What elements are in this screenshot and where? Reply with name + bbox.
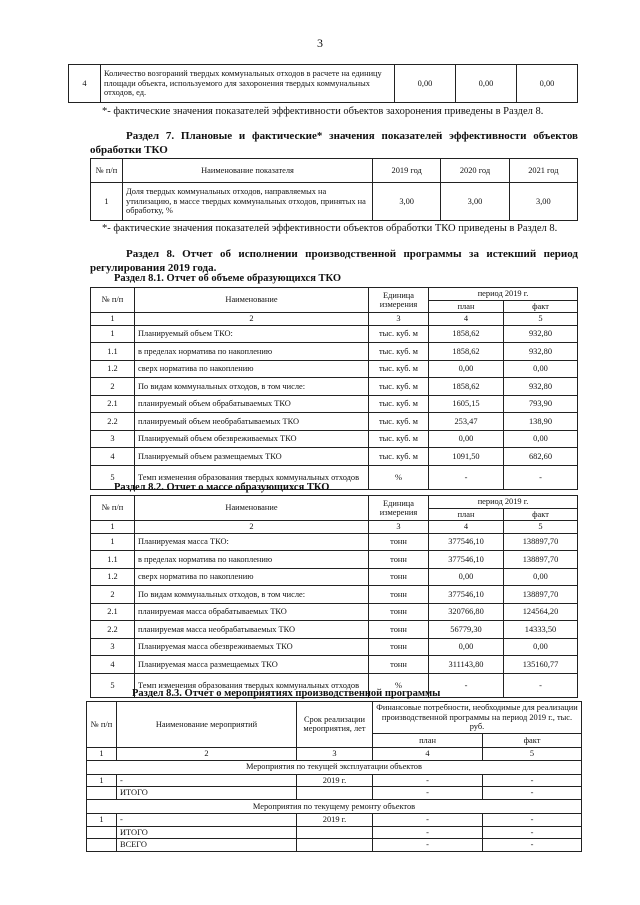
- row-plan: 253,47: [429, 413, 504, 431]
- row-fact: 932,80: [504, 343, 578, 361]
- table-row: [87, 774, 582, 787]
- section82-table: [90, 495, 578, 698]
- row-number: 2.2: [91, 621, 135, 639]
- header-fact: факт: [504, 300, 578, 313]
- col-num: 4: [373, 747, 483, 760]
- table-row: [91, 603, 578, 621]
- row-plan: 377546,10: [429, 586, 504, 604]
- row-number: 4: [91, 656, 135, 674]
- table-row: [69, 65, 578, 103]
- table-row: [91, 586, 578, 604]
- row-number: 4: [91, 448, 135, 466]
- row-fact: 682,60: [504, 448, 578, 466]
- row-name: Планируемый объем размещаемых ТКО: [135, 448, 369, 466]
- value-2021: 0,00: [517, 65, 578, 103]
- section81-block: [90, 287, 578, 490]
- row-term: 2019 г.: [297, 774, 373, 787]
- header-fact: факт: [504, 508, 578, 521]
- table-row: [91, 413, 578, 431]
- table-row: [91, 448, 578, 466]
- section83-table: [86, 701, 582, 852]
- table-row: [87, 826, 582, 839]
- row-unit: тыс. куб. м: [369, 378, 429, 396]
- row-plan: 1858,62: [429, 325, 504, 343]
- row-name: Планируемая масса ТКО:: [135, 533, 369, 551]
- itogo-plan: -: [373, 787, 483, 800]
- row-number: 1.2: [91, 568, 135, 586]
- row-name: в пределах норматива по накоплению: [135, 343, 369, 361]
- header-no: № п/п: [87, 702, 117, 748]
- table-row: [87, 813, 582, 826]
- note-processing: *- фактические значения показателей эффективности объектов обработки ТКО приведены в Раздел 8.: [102, 223, 558, 234]
- row-name: сверх норматива по накоплению: [135, 360, 369, 378]
- row-name: Планируемая масса обезвреживаемых ТКО: [135, 638, 369, 656]
- section83-block: [86, 701, 582, 852]
- col-num: 1: [91, 313, 135, 326]
- col-num: 2: [135, 313, 369, 326]
- header-no: № п/п: [91, 288, 135, 313]
- col-num: 3: [297, 747, 373, 760]
- header-unit: Единица измерения: [369, 288, 429, 313]
- table-row: [91, 656, 578, 674]
- row-name: Планируемый объем ТКО:: [135, 325, 369, 343]
- vsego-fact: -: [483, 839, 582, 852]
- table-row: [91, 343, 578, 361]
- row-number: 1: [91, 325, 135, 343]
- header-plan: план: [373, 733, 483, 747]
- header-period: период 2019 г.: [429, 496, 578, 509]
- row-number: 2.1: [91, 395, 135, 413]
- row-fact: 0,00: [504, 430, 578, 448]
- col-num: 2: [135, 521, 369, 534]
- row-plan: 1858,62: [429, 378, 504, 396]
- row-name: Темп изменения образования твердых коммунальных отходов: [135, 673, 369, 697]
- row-plan: 377546,10: [429, 551, 504, 569]
- row-plan: 0,00: [429, 638, 504, 656]
- row-plan: 1091,50: [429, 448, 504, 466]
- header-plan: план: [429, 300, 504, 313]
- row-unit: тонн: [369, 568, 429, 586]
- row-number: 2: [91, 378, 135, 396]
- row-unit: %: [369, 465, 429, 489]
- top-table: [68, 64, 578, 103]
- row-plan: 0,00: [429, 568, 504, 586]
- row-name: в пределах норматива по накоплению: [135, 551, 369, 569]
- row-unit: тыс. куб. м: [369, 343, 429, 361]
- page-number: 3: [317, 36, 323, 50]
- row-name: Количество возгораний твердых коммунальных отходов в расчете на единицу площади объекта, используемого для захоронения твердых коммунальных отходов, ед.: [101, 65, 395, 103]
- note-burial: *- фактические значения показателей эффективности объектов захоронения приведены в Раздел 8.: [102, 106, 544, 117]
- row-unit: тонн: [369, 638, 429, 656]
- section-heading-operation: Мероприятия по текущей эксплуатации объектов: [87, 760, 582, 774]
- table-header-row: [91, 159, 578, 183]
- row-number: 1: [91, 533, 135, 551]
- table-row: [91, 533, 578, 551]
- row-fact: -: [504, 465, 578, 489]
- header-name: Наименование мероприятий: [117, 702, 297, 748]
- row-unit: %: [369, 673, 429, 697]
- row-plan: 1858,62: [429, 343, 504, 361]
- value-2019: 3,00: [373, 183, 441, 221]
- row-plan: 56779,30: [429, 621, 504, 639]
- header-term: Срок реализации мероприятия, лет: [297, 702, 373, 748]
- row-fact: -: [504, 673, 578, 697]
- header-2019: 2019 год: [373, 159, 441, 183]
- row-unit: тонн: [369, 533, 429, 551]
- header-fact: факт: [483, 733, 582, 747]
- row-fact: 138897,70: [504, 551, 578, 569]
- row-fact: 14333,50: [504, 621, 578, 639]
- row-fact: 138897,70: [504, 533, 578, 551]
- itogo-plan: -: [373, 826, 483, 839]
- row-name: планируемая масса необрабатываемых ТКО: [135, 621, 369, 639]
- vsego-label: ВСЕГО: [117, 839, 297, 852]
- table-row: [87, 839, 582, 852]
- value-2021: 3,00: [509, 183, 577, 221]
- section7-table: [90, 158, 578, 221]
- row-number: 3: [91, 430, 135, 448]
- row-name: Планируемый объем обезвреживаемых ТКО: [135, 430, 369, 448]
- itogo-fact: -: [483, 826, 582, 839]
- row-fact: 932,80: [504, 378, 578, 396]
- header-unit: Единица измерения: [369, 496, 429, 521]
- col-num: 5: [483, 747, 582, 760]
- top-table-block: [68, 64, 578, 103]
- row-unit: тыс. куб. м: [369, 395, 429, 413]
- table-row: [91, 430, 578, 448]
- header-no: № п/п: [91, 496, 135, 521]
- row-plan: 0,00: [429, 360, 504, 378]
- section82-block: [90, 495, 578, 698]
- row-name: -: [117, 813, 297, 826]
- row-name: Планируемая масса размещаемых ТКО: [135, 656, 369, 674]
- row-unit: тыс. куб. м: [369, 360, 429, 378]
- row-name: сверх норматива по накоплению: [135, 568, 369, 586]
- row-fact: 0,00: [504, 568, 578, 586]
- section81-table: [90, 287, 578, 490]
- row-number: 3: [91, 638, 135, 656]
- row-number: 2.2: [91, 413, 135, 431]
- row-name: Доля твердых коммунальных отходов, направляемых на утилизацию, в массе твердых коммунальных отходов, принятых на обработку, %: [123, 183, 373, 221]
- itogo-fact: -: [483, 787, 582, 800]
- row-name: планируемая масса обрабатываемых ТКО: [135, 603, 369, 621]
- header-2020: 2020 год: [441, 159, 509, 183]
- header-2021: 2021 год: [509, 159, 577, 183]
- row-fact: 124564,20: [504, 603, 578, 621]
- row-number: 1: [87, 774, 117, 787]
- row-number: 1.2: [91, 360, 135, 378]
- row-unit: тонн: [369, 586, 429, 604]
- row-fact: 0,00: [504, 638, 578, 656]
- header-name: Наименование показателя: [123, 159, 373, 183]
- row-name: Темп изменения образования твердых коммунальных отходов: [135, 465, 369, 489]
- row-number: 5: [91, 673, 135, 697]
- col-num: 1: [91, 521, 135, 534]
- row-plan: 320766,80: [429, 603, 504, 621]
- row-number: 4: [69, 65, 101, 103]
- section8-title: Раздел 8. Отчет об исполнении производственной программы за истекший период регулирования 2019 года.: [90, 248, 578, 274]
- header-period: период 2019 г.: [429, 288, 578, 301]
- col-num: 4: [429, 521, 504, 534]
- section82-title: Раздел 8.2. Отчет о массе образующихся ТКО: [114, 482, 330, 493]
- row-fact: 138,90: [504, 413, 578, 431]
- row-unit: тыс. куб. м: [369, 448, 429, 466]
- header-plan: план: [429, 508, 504, 521]
- col-num: 5: [504, 313, 578, 326]
- header-finance: Финансовые потребности, необходимые для реализации производственной программы на период 2019 г., тыс. руб.: [373, 702, 582, 734]
- row-unit: тонн: [369, 621, 429, 639]
- table-row: [91, 183, 578, 221]
- row-plan: 311143,80: [429, 656, 504, 674]
- row-plan: 1605,15: [429, 395, 504, 413]
- row-name: планируемый объем необрабатываемых ТКО: [135, 413, 369, 431]
- value-2019: 0,00: [395, 65, 456, 103]
- table-row: [91, 638, 578, 656]
- row-unit: тонн: [369, 603, 429, 621]
- col-num: 3: [369, 521, 429, 534]
- row-number: 1.1: [91, 343, 135, 361]
- col-num: 3: [369, 313, 429, 326]
- row-plan: 0,00: [429, 430, 504, 448]
- table-row: [91, 621, 578, 639]
- col-num: 4: [429, 313, 504, 326]
- col-num: 5: [504, 521, 578, 534]
- section7-block: [90, 158, 578, 221]
- table-row: [91, 568, 578, 586]
- row-unit: тонн: [369, 551, 429, 569]
- row-name: -: [117, 774, 297, 787]
- row-plan: -: [373, 774, 483, 787]
- row-number: 1: [87, 813, 117, 826]
- row-fact: 793,90: [504, 395, 578, 413]
- row-plan: -: [373, 813, 483, 826]
- table-row: [91, 378, 578, 396]
- row-fact: -: [483, 813, 582, 826]
- row-number: 1: [91, 183, 123, 221]
- row-plan: -: [429, 465, 504, 489]
- row-fact: 135160,77: [504, 656, 578, 674]
- row-plan: -: [429, 673, 504, 697]
- row-term: 2019 г.: [297, 813, 373, 826]
- row-fact: -: [483, 774, 582, 787]
- row-number: 5: [91, 465, 135, 489]
- table-row: [91, 551, 578, 569]
- header-name: Наименование: [135, 496, 369, 521]
- row-fact: 0,00: [504, 360, 578, 378]
- row-number: 1.1: [91, 551, 135, 569]
- header-no: № п/п: [91, 159, 123, 183]
- row-unit: тыс. куб. м: [369, 413, 429, 431]
- header-name: Наименование: [135, 288, 369, 313]
- section83-title: Раздел 8.3. Отчет о мероприятиях производственной программы: [132, 688, 441, 699]
- table-row: [91, 325, 578, 343]
- section7-title: Раздел 7. Плановые и фактические* значения показателей эффективности объектов обработки ТКО: [90, 130, 578, 156]
- row-number: 2.1: [91, 603, 135, 621]
- table-row: [87, 787, 582, 800]
- col-num: 2: [117, 747, 297, 760]
- row-unit: тонн: [369, 656, 429, 674]
- section81-title: Раздел 8.1. Отчет об объеме образующихся ТКО: [114, 273, 342, 284]
- row-name: По видам коммунальных отходов, в том числе:: [135, 378, 369, 396]
- itogo-label: ИТОГО: [117, 787, 297, 800]
- row-plan: 377546,10: [429, 533, 504, 551]
- section-heading-repair: Мероприятия по текущему ремонту объектов: [87, 799, 582, 813]
- row-name: По видам коммунальных отходов, в том числе:: [135, 586, 369, 604]
- row-number: 2: [91, 586, 135, 604]
- row-fact: 932,80: [504, 325, 578, 343]
- col-num: 1: [87, 747, 117, 760]
- row-name: планируемый объем обрабатываемых ТКО: [135, 395, 369, 413]
- table-row: [91, 395, 578, 413]
- row-unit: тыс. куб. м: [369, 430, 429, 448]
- table-row: [91, 360, 578, 378]
- vsego-plan: -: [373, 839, 483, 852]
- itogo-label: ИТОГО: [117, 826, 297, 839]
- value-2020: 3,00: [441, 183, 509, 221]
- value-2020: 0,00: [456, 65, 517, 103]
- row-unit: тыс. куб. м: [369, 325, 429, 343]
- row-fact: 138897,70: [504, 586, 578, 604]
